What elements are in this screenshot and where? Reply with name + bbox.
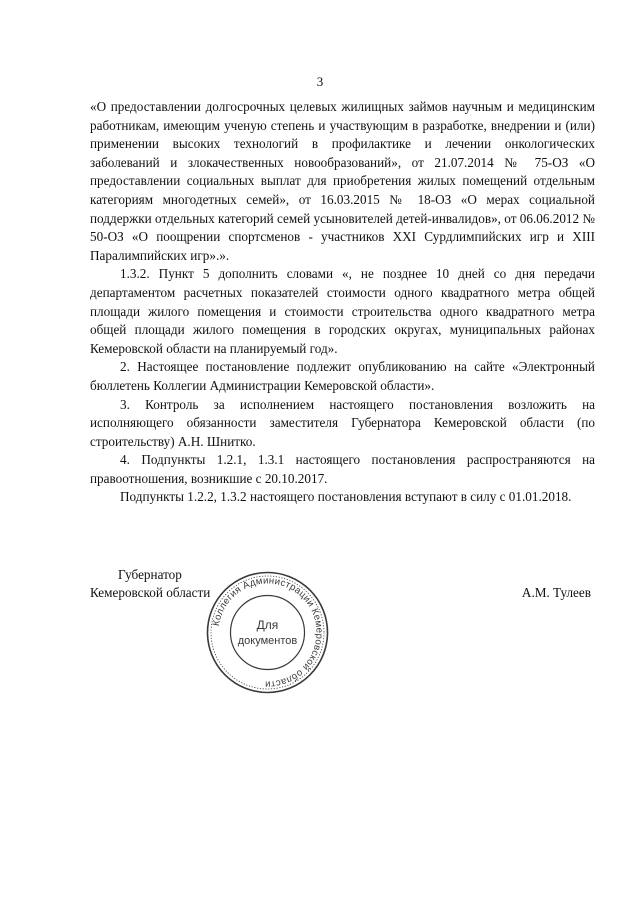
paragraph-1-3-2: 1.3.2. Пункт 5 дополнить словами «, не позднее 10 дней со дня передачи департаментом расчетных показателей стоимости одного квадратного метра общей площади жилого помещения и стоимости строительства одного квадратного метра общей площади жилого помещения в городских округах, муниципальных районах Кемеровской области на планируемый год». bbox=[90, 266, 595, 356]
signatory-title-line2: Кемеровской области bbox=[90, 585, 211, 600]
paragraph-effective-date: Подпункты 1.2.2, 1.3.2 настоящего постановления вступают в силу с 01.01.2018. bbox=[120, 489, 572, 505]
stamp-outer-ring bbox=[208, 573, 328, 693]
stamp-center-line2: документов bbox=[237, 635, 298, 647]
paragraph-continuation: «О предоставлении долгосрочных целевых жилищных займов научным и медицинским работникам, имеющим ученую степень и участвующим в разработке, внедрении и (или) применении высоких технологий в профилактике и лечении онкологических заболеваний и злокачественных новообразований», от 21.07.2014 № 75-ОЗ «О предоставлении социальных выплат для приобретения жилых помещений отдельным категориям многодетных семей», от 16.03.2015 № 18-ОЗ «О мерах социальной поддержки отдельных категорий семей усыновителей детей-инвалидов», от 06.06.2012 № 50-ОЗ «О поощрении спортсменов - участников XXI Сурдлимпийских игр и XIII Паралимпийских игр».». bbox=[90, 99, 595, 263]
signature-block bbox=[90, 565, 595, 705]
stamp-ring-text: Коллегия Администрации Кемеровской области bbox=[210, 575, 325, 690]
official-stamp bbox=[205, 570, 330, 695]
signatory-title-line1: Губернатор bbox=[118, 567, 182, 582]
paragraph-4-effect: 4. Подпункты 1.2.1, 1.3.1 настоящего постановления распространяются на правоотношения, возникшие с 20.10.2017. bbox=[90, 452, 595, 486]
document-body bbox=[90, 98, 595, 507]
stamp-inner-ring bbox=[231, 596, 305, 670]
page-number: 3 bbox=[316, 74, 324, 89]
stamp-center-line1: Для bbox=[256, 618, 279, 632]
paragraph-2-publication: 2. Настоящее постановление подлежит опубликованию на сайте «Электронный бюллетень Коллегии Администрации Кемеровской области». bbox=[90, 359, 595, 393]
signatory-name: А.М. Тулеев bbox=[521, 585, 591, 600]
paragraph-3-control: 3. Контроль за исполнением настоящего постановления возложить на исполняющего обязанности заместителя Губернатора Кемеровской области (по строительству) А.Н. Шнитко. bbox=[90, 396, 595, 449]
